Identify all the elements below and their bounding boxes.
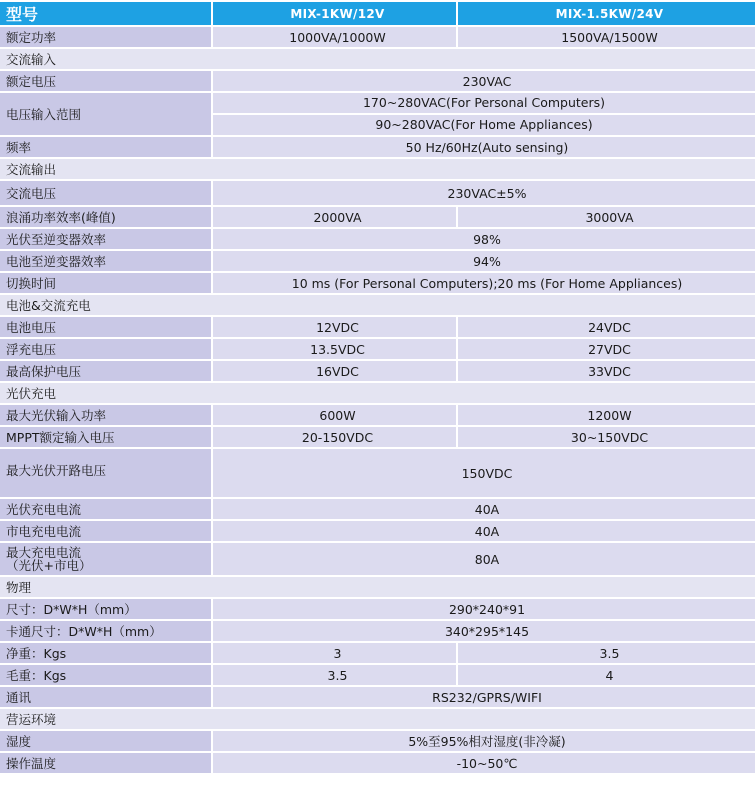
section-pv-title: 光伏充电 bbox=[0, 383, 755, 403]
row-humidity bbox=[0, 731, 755, 751]
row-surge bbox=[0, 207, 755, 227]
input-range-line1: 170~280VAC(For Personal Computers) bbox=[362, 95, 606, 110]
pv-eff-label: 光伏至逆变器效率 bbox=[0, 229, 213, 249]
frequency-value: 50 Hz/60Hz(Auto sensing) bbox=[213, 137, 755, 157]
rated-power-b: 1500VA/1500W bbox=[458, 27, 755, 47]
row-carton-size bbox=[0, 621, 755, 641]
float-b: 27VDC bbox=[458, 339, 755, 359]
row-net-weight bbox=[0, 643, 755, 663]
row-float-voltage bbox=[0, 339, 755, 359]
row-mppt bbox=[0, 427, 755, 447]
max-protect-label: 最高保护电压 bbox=[0, 361, 213, 381]
surge-label: 浪涌功率效率(峰值) bbox=[0, 207, 213, 227]
humidity-value: 5%至95%相对湿度(非冷凝) bbox=[213, 731, 755, 751]
pv-eff-value: 98% bbox=[213, 229, 755, 249]
size-value: 290*240*91 bbox=[213, 599, 755, 619]
row-max-pv-power bbox=[0, 405, 755, 425]
max-pv-power-b: 1200W bbox=[458, 405, 755, 425]
grid-current-value: 40A bbox=[213, 521, 755, 541]
section-environment-title: 营运环境 bbox=[0, 709, 755, 729]
net-weight-a: 3 bbox=[213, 643, 458, 663]
input-range-label: 电压输入范围 bbox=[0, 93, 213, 135]
row-communication bbox=[0, 687, 755, 707]
max-pv-power-label: 最大光伏输入功率 bbox=[0, 405, 213, 425]
grid-current-label: 市电充电电流 bbox=[0, 521, 213, 541]
max-protect-b: 33VDC bbox=[458, 361, 755, 381]
carton-label: 卡通尺寸：D*W*H（mm） bbox=[0, 621, 213, 641]
input-range-values bbox=[213, 93, 755, 135]
ac-voltage-value: 230VAC±5% bbox=[213, 181, 755, 205]
gross-weight-b: 4 bbox=[458, 665, 755, 685]
row-max-pv-ovc bbox=[0, 449, 755, 497]
max-current-label bbox=[0, 543, 213, 575]
bat-eff-label: 电池至逆变器效率 bbox=[0, 251, 213, 271]
max-current-label-line2: （光伏+市电） bbox=[6, 558, 92, 573]
model-b: MIX-1.5KW/24V bbox=[458, 2, 755, 25]
comm-label: 通讯 bbox=[0, 687, 213, 707]
row-rated-power bbox=[0, 27, 755, 47]
max-pv-ovc-value: 150VDC bbox=[213, 449, 755, 497]
net-weight-b: 3.5 bbox=[458, 643, 755, 663]
section-battery bbox=[0, 295, 755, 315]
frequency-label: 频率 bbox=[0, 137, 213, 157]
mppt-b: 30~150VDC bbox=[458, 427, 755, 447]
row-pv-current bbox=[0, 499, 755, 519]
section-pv bbox=[0, 383, 755, 403]
float-label: 浮充电压 bbox=[0, 339, 213, 359]
mppt-a: 20-150VDC bbox=[213, 427, 458, 447]
row-input-range bbox=[0, 93, 755, 135]
max-current-label-line1: 最大充电电流 bbox=[6, 545, 82, 560]
row-gross-weight bbox=[0, 665, 755, 685]
pv-current-label: 光伏充电电流 bbox=[0, 499, 213, 519]
row-rated-voltage bbox=[0, 71, 755, 91]
max-pv-ovc-label: 最大光伏开路电压 bbox=[0, 449, 213, 497]
section-physical-title: 物理 bbox=[0, 577, 755, 597]
section-environment bbox=[0, 709, 755, 729]
max-current-value: 80A bbox=[213, 543, 755, 575]
row-ac-voltage bbox=[0, 181, 755, 205]
section-battery-title: 电池&交流充电 bbox=[0, 295, 755, 315]
humidity-label: 湿度 bbox=[0, 731, 213, 751]
section-ac-input-title: 交流输入 bbox=[0, 49, 755, 69]
row-transfer-time bbox=[0, 273, 755, 293]
row-size bbox=[0, 599, 755, 619]
section-physical bbox=[0, 577, 755, 597]
row-grid-current bbox=[0, 521, 755, 541]
bat-voltage-a: 12VDC bbox=[213, 317, 458, 337]
max-pv-power-a: 600W bbox=[213, 405, 458, 425]
row-pv-efficiency bbox=[0, 229, 755, 249]
mppt-label: MPPT额定输入电压 bbox=[0, 427, 213, 447]
row-battery-voltage bbox=[0, 317, 755, 337]
header-row bbox=[0, 2, 755, 25]
model-a: MIX-1KW/12V bbox=[213, 2, 458, 25]
rated-power-a: 1000VA/1000W bbox=[213, 27, 458, 47]
surge-b: 3000VA bbox=[458, 207, 755, 227]
row-max-protect bbox=[0, 361, 755, 381]
input-range-line2: 90~280VAC(For Home Appliances) bbox=[213, 113, 755, 135]
ac-voltage-label: 交流电压 bbox=[0, 181, 213, 205]
row-frequency bbox=[0, 137, 755, 157]
rated-power-label: 额定功率 bbox=[0, 27, 213, 47]
bat-voltage-label: 电池电压 bbox=[0, 317, 213, 337]
net-weight-label: 净重：Kgs bbox=[0, 643, 213, 663]
gross-weight-a: 3.5 bbox=[213, 665, 458, 685]
float-a: 13.5VDC bbox=[213, 339, 458, 359]
transfer-label: 切换时间 bbox=[0, 273, 213, 293]
section-ac-output bbox=[0, 159, 755, 179]
row-battery-efficiency bbox=[0, 251, 755, 271]
section-ac-input bbox=[0, 49, 755, 69]
bat-eff-value: 94% bbox=[213, 251, 755, 271]
rated-voltage-label: 额定电压 bbox=[0, 71, 213, 91]
row-operating-temp bbox=[0, 753, 755, 773]
bat-voltage-b: 24VDC bbox=[458, 317, 755, 337]
size-label: 尺寸：D*W*H（mm） bbox=[0, 599, 213, 619]
section-ac-output-title: 交流输出 bbox=[0, 159, 755, 179]
pv-current-value: 40A bbox=[213, 499, 755, 519]
temp-label: 操作温度 bbox=[0, 753, 213, 773]
comm-value: RS232/GPRS/WIFI bbox=[213, 687, 755, 707]
transfer-value: 10 ms (For Personal Computers);20 ms (For Home Appliances) bbox=[213, 273, 755, 293]
temp-value: -10~50℃ bbox=[213, 753, 755, 773]
max-protect-a: 16VDC bbox=[213, 361, 458, 381]
gross-weight-label: 毛重：Kgs bbox=[0, 665, 213, 685]
surge-a: 2000VA bbox=[213, 207, 458, 227]
rated-voltage-value: 230VAC bbox=[213, 71, 755, 91]
row-max-current bbox=[0, 543, 755, 575]
model-label: 型号 bbox=[0, 2, 213, 25]
carton-value: 340*295*145 bbox=[213, 621, 755, 641]
